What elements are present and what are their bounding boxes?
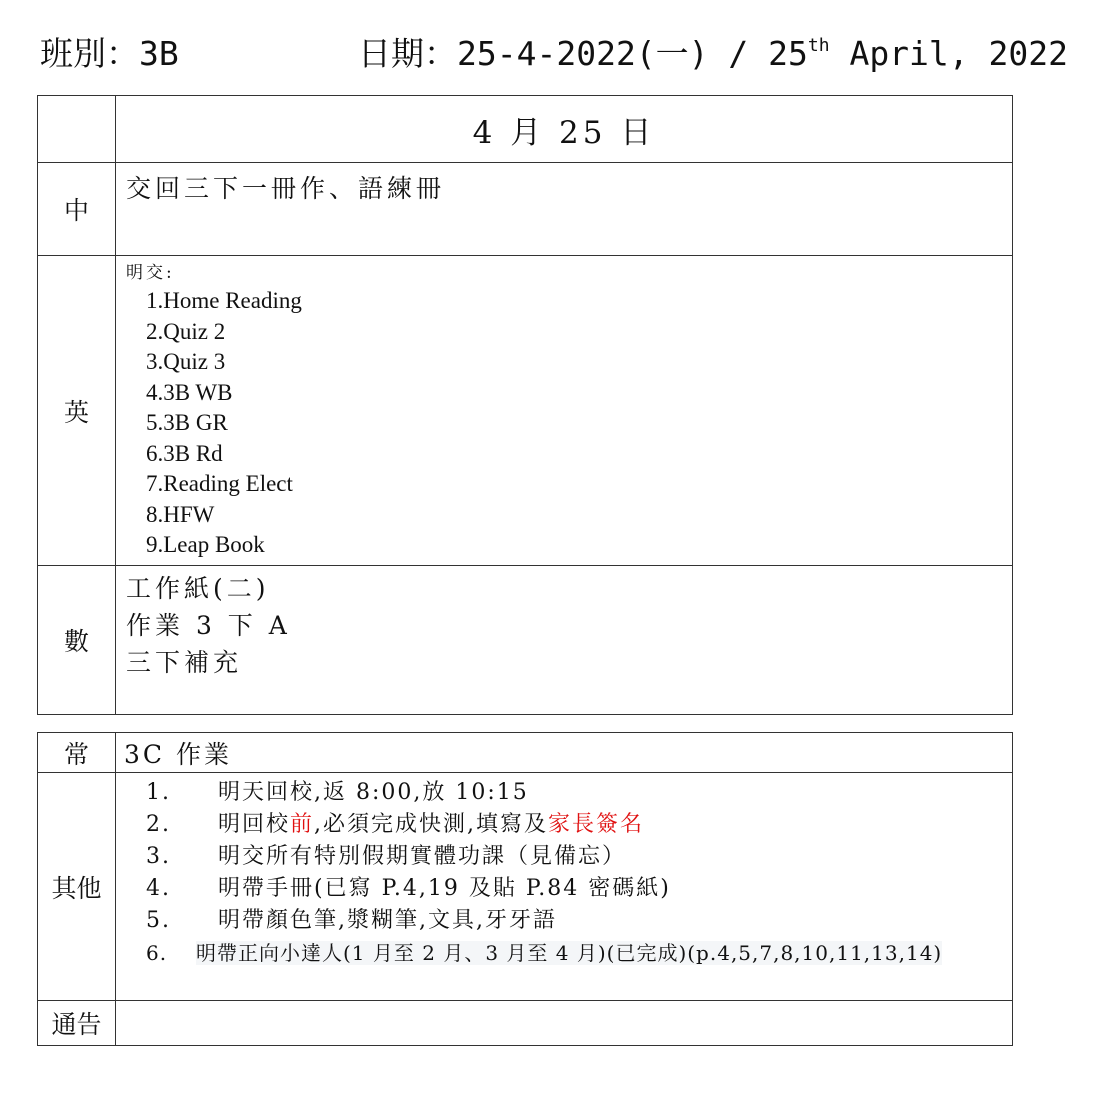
item-number: 6.	[146, 941, 168, 965]
math-homework	[116, 566, 1013, 715]
item-text-part: ,必須完成快測,填寫及	[314, 812, 549, 837]
chinese-row	[38, 163, 1013, 256]
other-table	[37, 732, 1013, 1046]
item-number: 2.	[146, 812, 171, 837]
item-text: 明天回校,返 8:00,放 10:15	[218, 780, 529, 805]
other-notes	[116, 773, 1013, 1001]
homework-table	[37, 95, 1013, 715]
subject-chinese: 中	[38, 163, 116, 256]
date-row-corner	[38, 96, 116, 163]
item-text-part: 明回校	[218, 812, 291, 837]
english-row	[38, 256, 1013, 566]
list-item: 2.Quiz 2	[146, 318, 226, 344]
english-homework	[116, 256, 1013, 566]
english-list	[126, 286, 1012, 561]
item-number: 5.	[146, 908, 171, 933]
list-item: 5.3B GR	[146, 410, 228, 435]
math-line: 三下補充	[126, 648, 243, 677]
list-item	[146, 905, 1012, 937]
date-heading: 4 月 25 日	[116, 96, 1013, 163]
subject-general-studies: 常	[38, 733, 116, 773]
math-line: 作業 3 下 A	[126, 611, 291, 640]
list-item: 8.HFW	[146, 501, 215, 527]
page-header	[40, 28, 1068, 76]
item-text: 明帶正向小達人(1 月至 2 月、3 月至 4 月)(已完成)(p.4,5,7,8,10,11,13,14)	[196, 941, 943, 965]
gs-homework: 3C 作業	[116, 733, 1013, 773]
highlight-text: 前	[290, 812, 315, 837]
item-text: 明帶手冊(已寫 P.4,19 及貼 P.84 密碼紙)	[218, 876, 671, 901]
list-item	[146, 841, 1012, 873]
english-lead: 明交:	[126, 263, 175, 283]
class-label: 班別：3B	[40, 34, 179, 73]
list-item	[146, 809, 1012, 841]
list-item: 6.3B Rd	[146, 440, 223, 466]
date-label	[358, 28, 1068, 75]
list-item	[146, 937, 1012, 969]
date-main: 日期：25-4-2022(一) / 25	[358, 34, 808, 73]
subject-english: 英	[38, 256, 116, 566]
notice-row	[38, 1001, 1013, 1046]
list-item: 3.Quiz 3	[146, 349, 226, 374]
subject-notice: 通告	[38, 1001, 116, 1046]
notice-content	[116, 1001, 1013, 1046]
other-row	[38, 773, 1013, 1001]
item-number: 3.	[146, 844, 171, 869]
chinese-homework: 交回三下一冊作、語練冊	[116, 163, 1013, 256]
item-number: 1.	[146, 780, 171, 805]
highlight-text: 家長簽名	[548, 812, 645, 837]
list-item	[146, 873, 1012, 905]
list-item: 9.Leap Book	[146, 532, 265, 557]
subject-other: 其他	[38, 773, 116, 1001]
list-item: 4.3B WB	[146, 379, 233, 405]
list-item	[146, 777, 1012, 809]
item-text	[218, 812, 644, 837]
item-text: 明交所有特別假期實體功課（見備忘）	[218, 844, 627, 869]
list-item: 1.Home Reading	[146, 288, 302, 313]
list-item: 7.Reading Elect	[146, 471, 293, 496]
item-number: 4.	[146, 876, 171, 901]
date-rest: April, 2022	[829, 34, 1068, 73]
math-row	[38, 566, 1013, 715]
date-ordinal: th	[807, 35, 830, 56]
date-row	[38, 96, 1013, 163]
subject-math: 數	[38, 566, 116, 715]
math-line: 工作紙(二)	[126, 574, 270, 603]
gs-row	[38, 733, 1013, 773]
item-text: 明帶顏色筆,漿糊筆,文具,牙牙語	[218, 908, 557, 933]
